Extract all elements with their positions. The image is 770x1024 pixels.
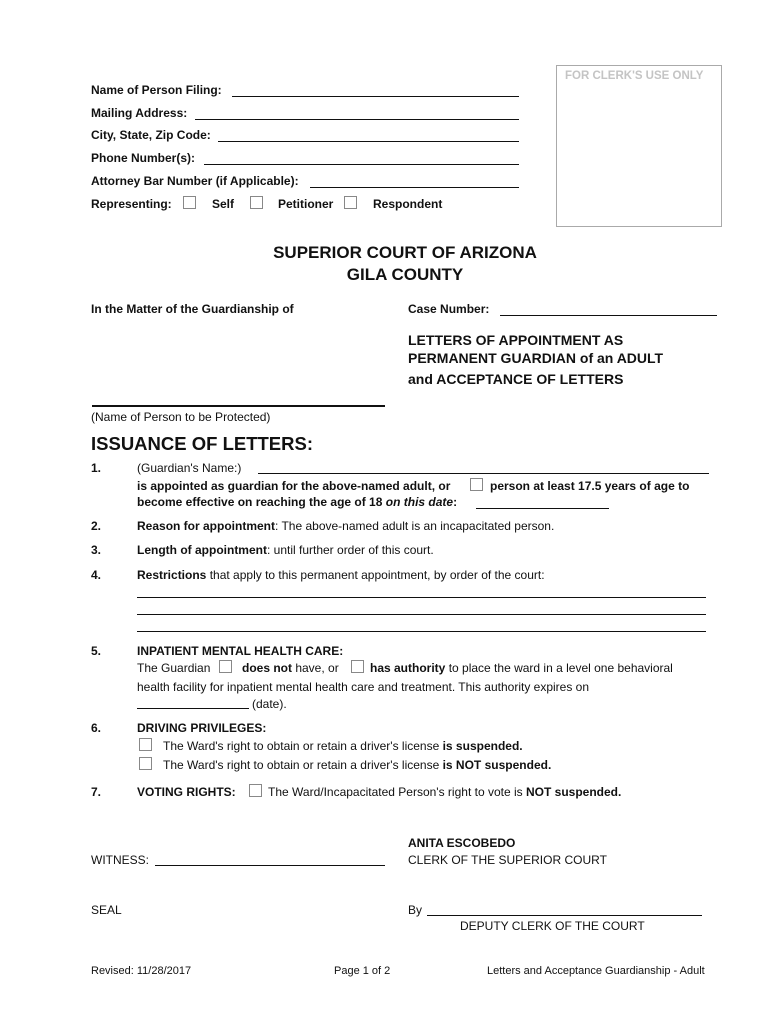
item-5-has-authority: [370, 661, 673, 675]
license-suspended-bold: is suspended.: [442, 739, 523, 753]
self-checkbox[interactable]: [183, 196, 196, 209]
section-heading: ISSUANCE OF LETTERS:: [91, 433, 314, 454]
court-name: SUPERIOR COURT OF ARIZONA: [273, 243, 537, 262]
by-label: By: [408, 903, 423, 917]
self-option-label: Self: [212, 197, 235, 211]
item-7-number: 7.: [91, 785, 102, 799]
item-6-number: 6.: [91, 721, 102, 735]
voting-rights-bold: NOT suspended.: [525, 785, 622, 799]
deputy-clerk-label: DEPUTY CLERK OF THE COURT: [460, 919, 645, 933]
item-4-label: Restrictions: [137, 568, 207, 582]
clerk-name: ANITA ESCOBEDO: [408, 836, 516, 850]
item-1-text-c-main: become effective on reaching the age of 18: [137, 495, 383, 509]
petitioner-checkbox[interactable]: [250, 196, 263, 209]
item-4-body: that apply to this permanent appointment, by order of the court:: [206, 568, 545, 582]
restrictions-line-3[interactable]: [137, 631, 706, 632]
city-state-zip-field[interactable]: [218, 141, 519, 142]
restrictions-line-2[interactable]: [137, 614, 706, 615]
deputy-clerk-signature-field[interactable]: [427, 915, 702, 916]
case-number-label: Case Number:: [408, 302, 490, 316]
petitioner-option-label: Petitioner: [278, 197, 334, 211]
case-number-field[interactable]: [500, 315, 717, 316]
item-2-label: Reason for appointment: [137, 519, 276, 533]
witness-signature-field[interactable]: [155, 865, 385, 866]
respondent-checkbox[interactable]: [344, 196, 357, 209]
witness-label: WITNESS:: [91, 853, 150, 867]
item-1-text-c: [137, 495, 457, 509]
has-authority-checkbox[interactable]: [351, 660, 364, 673]
item-3-number: 3.: [91, 543, 102, 557]
item-3-label: Length of appointment: [137, 543, 267, 557]
mailing-address-label: Mailing Address:: [91, 106, 188, 120]
guardian-name-field[interactable]: [258, 473, 709, 474]
mailing-address-field[interactable]: [195, 119, 519, 120]
footer-document-name: Letters and Acceptance Guardianship - Adult: [487, 965, 705, 977]
name-of-person-filing-field[interactable]: [232, 96, 519, 97]
attorney-bar-number-label: Attorney Bar Number (if Applicable):: [91, 174, 299, 188]
protected-person-field[interactable]: [92, 405, 385, 407]
license-suspended-checkbox[interactable]: [139, 738, 152, 751]
name-of-person-filing-label: Name of Person Filing:: [91, 83, 222, 97]
phone-number-label: Phone Number(s):: [91, 151, 196, 165]
item-5-heading: INPATIENT MENTAL HEALTH CARE:: [137, 644, 344, 658]
item-4-number: 4.: [91, 568, 102, 582]
license-suspended-text: [163, 739, 523, 753]
does-not-label: does not: [242, 661, 292, 675]
document-title-line3: and ACCEPTANCE OF LETTERS: [408, 371, 624, 387]
item-5-number: 5.: [91, 644, 102, 658]
phone-number-field[interactable]: [204, 164, 519, 165]
matter-label: In the Matter of the Guardianship of: [91, 302, 294, 316]
item-5-rest-line-1: to place the ward in a level one behavioral: [445, 661, 673, 675]
license-not-suspended-checkbox[interactable]: [139, 757, 152, 770]
footer-revised: Revised: 11/28/2017: [91, 965, 192, 977]
minor-guardian-checkbox[interactable]: [470, 478, 483, 491]
license-not-suspended-body: The Ward's right to obtain or retain a driver's license: [163, 758, 443, 772]
document-title-line1: LETTERS OF APPOINTMENT AS: [408, 332, 624, 348]
item-3-text: [137, 543, 434, 557]
has-authority-label: has authority: [370, 661, 446, 675]
effective-date-field[interactable]: [476, 508, 609, 509]
item-1-text-a: is appointed as guardian for the above-named adult, or: [137, 479, 451, 493]
representing-label: Representing:: [91, 197, 172, 211]
item-2-number: 2.: [91, 519, 102, 533]
county-name: GILA COUNTY: [346, 265, 464, 284]
date-label: (date).: [252, 697, 287, 711]
item-2-text: [137, 519, 554, 533]
item-1-number: 1.: [91, 461, 102, 475]
guardian-name-label: (Guardian's Name:): [137, 461, 242, 475]
item-5-line-2: health facility for inpatient mental health care and treatment. This authority expires on: [137, 680, 590, 694]
have-or-label: have, or: [292, 661, 339, 675]
protected-person-label: (Name of Person to be Protected): [91, 410, 271, 424]
voting-rights-text: [268, 785, 621, 799]
attorney-bar-number-field[interactable]: [310, 187, 519, 188]
restrictions-line-1[interactable]: [137, 597, 706, 598]
license-suspended-body: The Ward's right to obtain or retain a driver's license: [163, 739, 443, 753]
item-7-heading: VOTING RIGHTS:: [137, 785, 236, 799]
item-6-heading: DRIVING PRIVILEGES:: [137, 721, 267, 735]
item-1-text-b: person at least 17.5 years of age to: [490, 479, 690, 493]
item-5-does-not: [242, 661, 339, 675]
the-guardian-label: The Guardian: [137, 661, 211, 675]
document-title-line2: PERMANENT GUARDIAN of an ADULT: [408, 350, 664, 366]
city-state-zip-label: City, State, Zip Code:: [91, 128, 211, 142]
clerk-title: CLERK OF THE SUPERIOR COURT: [408, 853, 607, 867]
license-not-suspended-bold: is NOT suspended.: [442, 758, 552, 772]
item-3-body: : until further order of this court.: [266, 543, 434, 557]
does-not-checkbox[interactable]: [219, 660, 232, 673]
clerk-use-box: [556, 65, 722, 227]
clerk-use-label: FOR CLERK'S USE ONLY: [565, 70, 704, 82]
item-1-text-c-end: :: [453, 495, 458, 509]
footer-page: Page 1 of 2: [334, 965, 391, 977]
voting-not-suspended-checkbox[interactable]: [249, 784, 262, 797]
authority-expiry-date-field[interactable]: [137, 708, 249, 709]
license-not-suspended-text: [163, 758, 551, 772]
item-1-text-c-italic: on this date: [385, 495, 454, 509]
item-2-body: : The above-named adult is an incapacitated person.: [275, 519, 555, 533]
voting-rights-body: The Ward/Incapacitated Person's right to vote is: [268, 785, 526, 799]
seal-label: SEAL: [91, 903, 122, 917]
respondent-option-label: Respondent: [373, 197, 443, 211]
item-4-text: [137, 568, 545, 582]
